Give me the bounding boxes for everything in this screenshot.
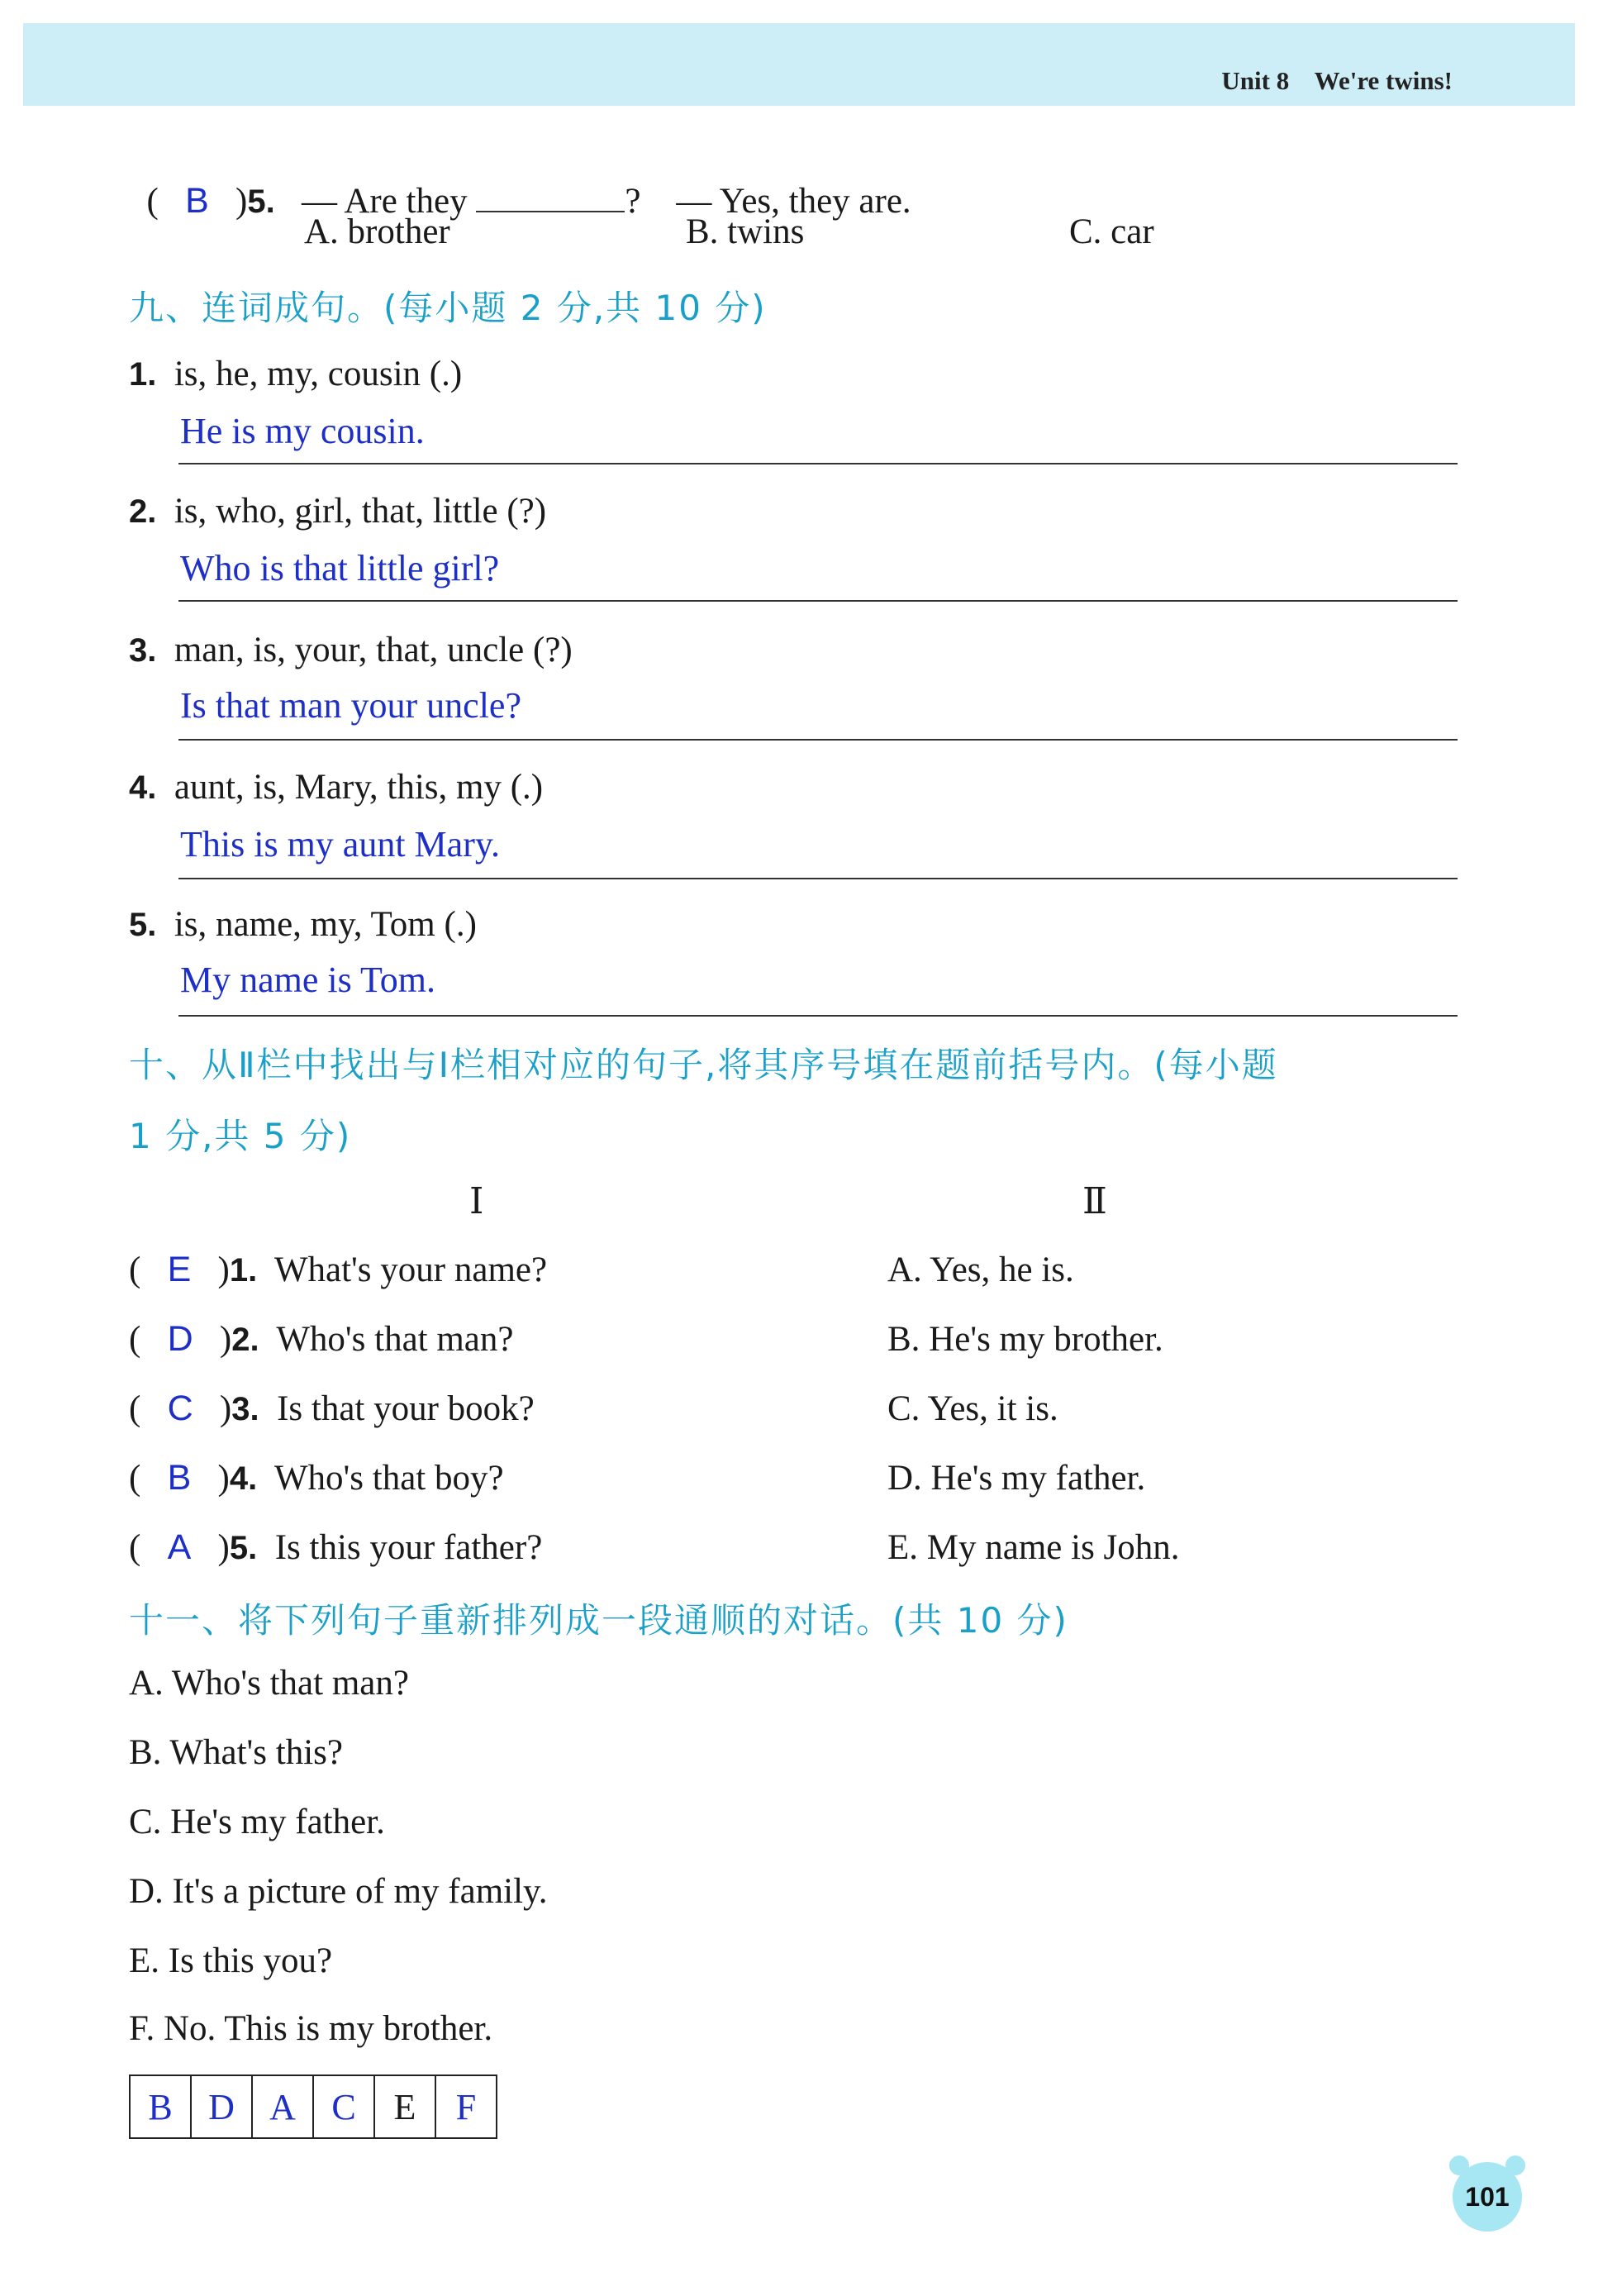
s9-item-1-words: 1. is, he, my, cousin (.) [129, 355, 463, 393]
s11-line-d: D. It's a picture of my family. [129, 1872, 548, 1911]
answer-line [178, 739, 1458, 741]
q8-5-option-a: A. brother [304, 212, 450, 251]
s11-line-c: C. He's my father. [129, 1803, 385, 1841]
q8-5-answer: B [185, 181, 209, 221]
s10-row-3-left: ( C )3. Is that your book? [129, 1389, 535, 1428]
section10-title-line2: 1 分,共 5 分) [129, 1116, 352, 1156]
header-unit-title: Unit 8 We're twins! [1221, 66, 1453, 95]
s9-item-3-words: 3. man, is, your, that, uncle (?) [129, 631, 573, 669]
answer-cell: A [253, 2076, 314, 2137]
section11-title: 十一、将下列句子重新排列成一段通顺的对话。(共 10 分) [129, 1600, 1068, 1641]
page-number-badge [1453, 2162, 1522, 2232]
answer-line [178, 463, 1458, 464]
section10-title-line1: 十、从Ⅱ栏中找出与Ⅰ栏相对应的句子,将其序号填在题前括号内。(每小题 [129, 1045, 1278, 1085]
s10-row-5-left: ( A )5. Is this your father? [129, 1527, 543, 1567]
answer-cell: E [375, 2076, 436, 2137]
q8-5-question-b: ? [625, 182, 641, 221]
q8-5-reply: — Yes, they are. [676, 182, 911, 221]
q8-5-question-a: — Are they [301, 182, 477, 221]
column-2-heading: Ⅱ [1082, 1181, 1107, 1222]
q8-5-option-c: C. car [1069, 212, 1154, 251]
answer-line [178, 1015, 1458, 1017]
answer-cell: D [192, 2076, 253, 2137]
s9-item-2-words: 2. is, who, girl, that, little (?) [129, 492, 547, 531]
s10-row-1-right: A. Yes, he is. [887, 1250, 1074, 1289]
s9-item-3-answer: Is that man your uncle? [180, 685, 521, 726]
s10-row-1-left: ( E )1. What's your name? [129, 1250, 548, 1289]
s9-item-1-answer: He is my cousin. [180, 411, 425, 451]
s9-item-5-answer: My name is Tom. [180, 960, 435, 1000]
s10-row-2-right: B. He's my brother. [887, 1320, 1163, 1359]
s11-line-a: A. Who's that man? [129, 1664, 409, 1703]
answer-cell: C [314, 2076, 375, 2137]
s10-row-4-left: ( B )4. Who's that boy? [129, 1458, 504, 1498]
answer-grid [129, 2074, 497, 2139]
page-number: 101 [1465, 2181, 1510, 2212]
s10-row-2-left: ( D )2. Who's that man? [129, 1319, 514, 1359]
section9-title: 九、连词成句。(每小题 2 分,共 10 分) [129, 288, 767, 328]
answer-line [178, 600, 1458, 602]
q8-5-blank [476, 183, 625, 212]
s10-row-4-right: D. He's my father. [887, 1459, 1146, 1498]
answer-paren: ( [146, 182, 186, 221]
s9-item-2-answer: Who is that little girl? [180, 548, 500, 588]
column-1-heading: Ⅰ [469, 1181, 484, 1222]
s11-line-e: E. Is this you? [129, 1941, 333, 1980]
answer-cell: F [455, 2086, 477, 2127]
answer-cell: B [131, 2076, 192, 2137]
s10-row-3-right: C. Yes, it is. [887, 1389, 1058, 1428]
s11-line-b: B. What's this? [129, 1733, 343, 1772]
s9-item-4-words: 4. aunt, is, Mary, this, my (.) [129, 768, 544, 807]
s11-line-f: F. No. This is my brother. [129, 2009, 493, 2048]
q8-5-option-b: B. twins [686, 212, 805, 251]
answer-line [178, 878, 1458, 879]
q8-5-number: 5. [247, 183, 275, 220]
s10-row-5-right: E. My name is John. [887, 1528, 1180, 1567]
s9-item-4-answer: This is my aunt Mary. [180, 824, 500, 865]
q8-5-line: ( B )5. — Are they ? — Yes, they are. [146, 181, 911, 221]
s9-item-5-words: 5. is, name, my, Tom (.) [129, 905, 477, 944]
